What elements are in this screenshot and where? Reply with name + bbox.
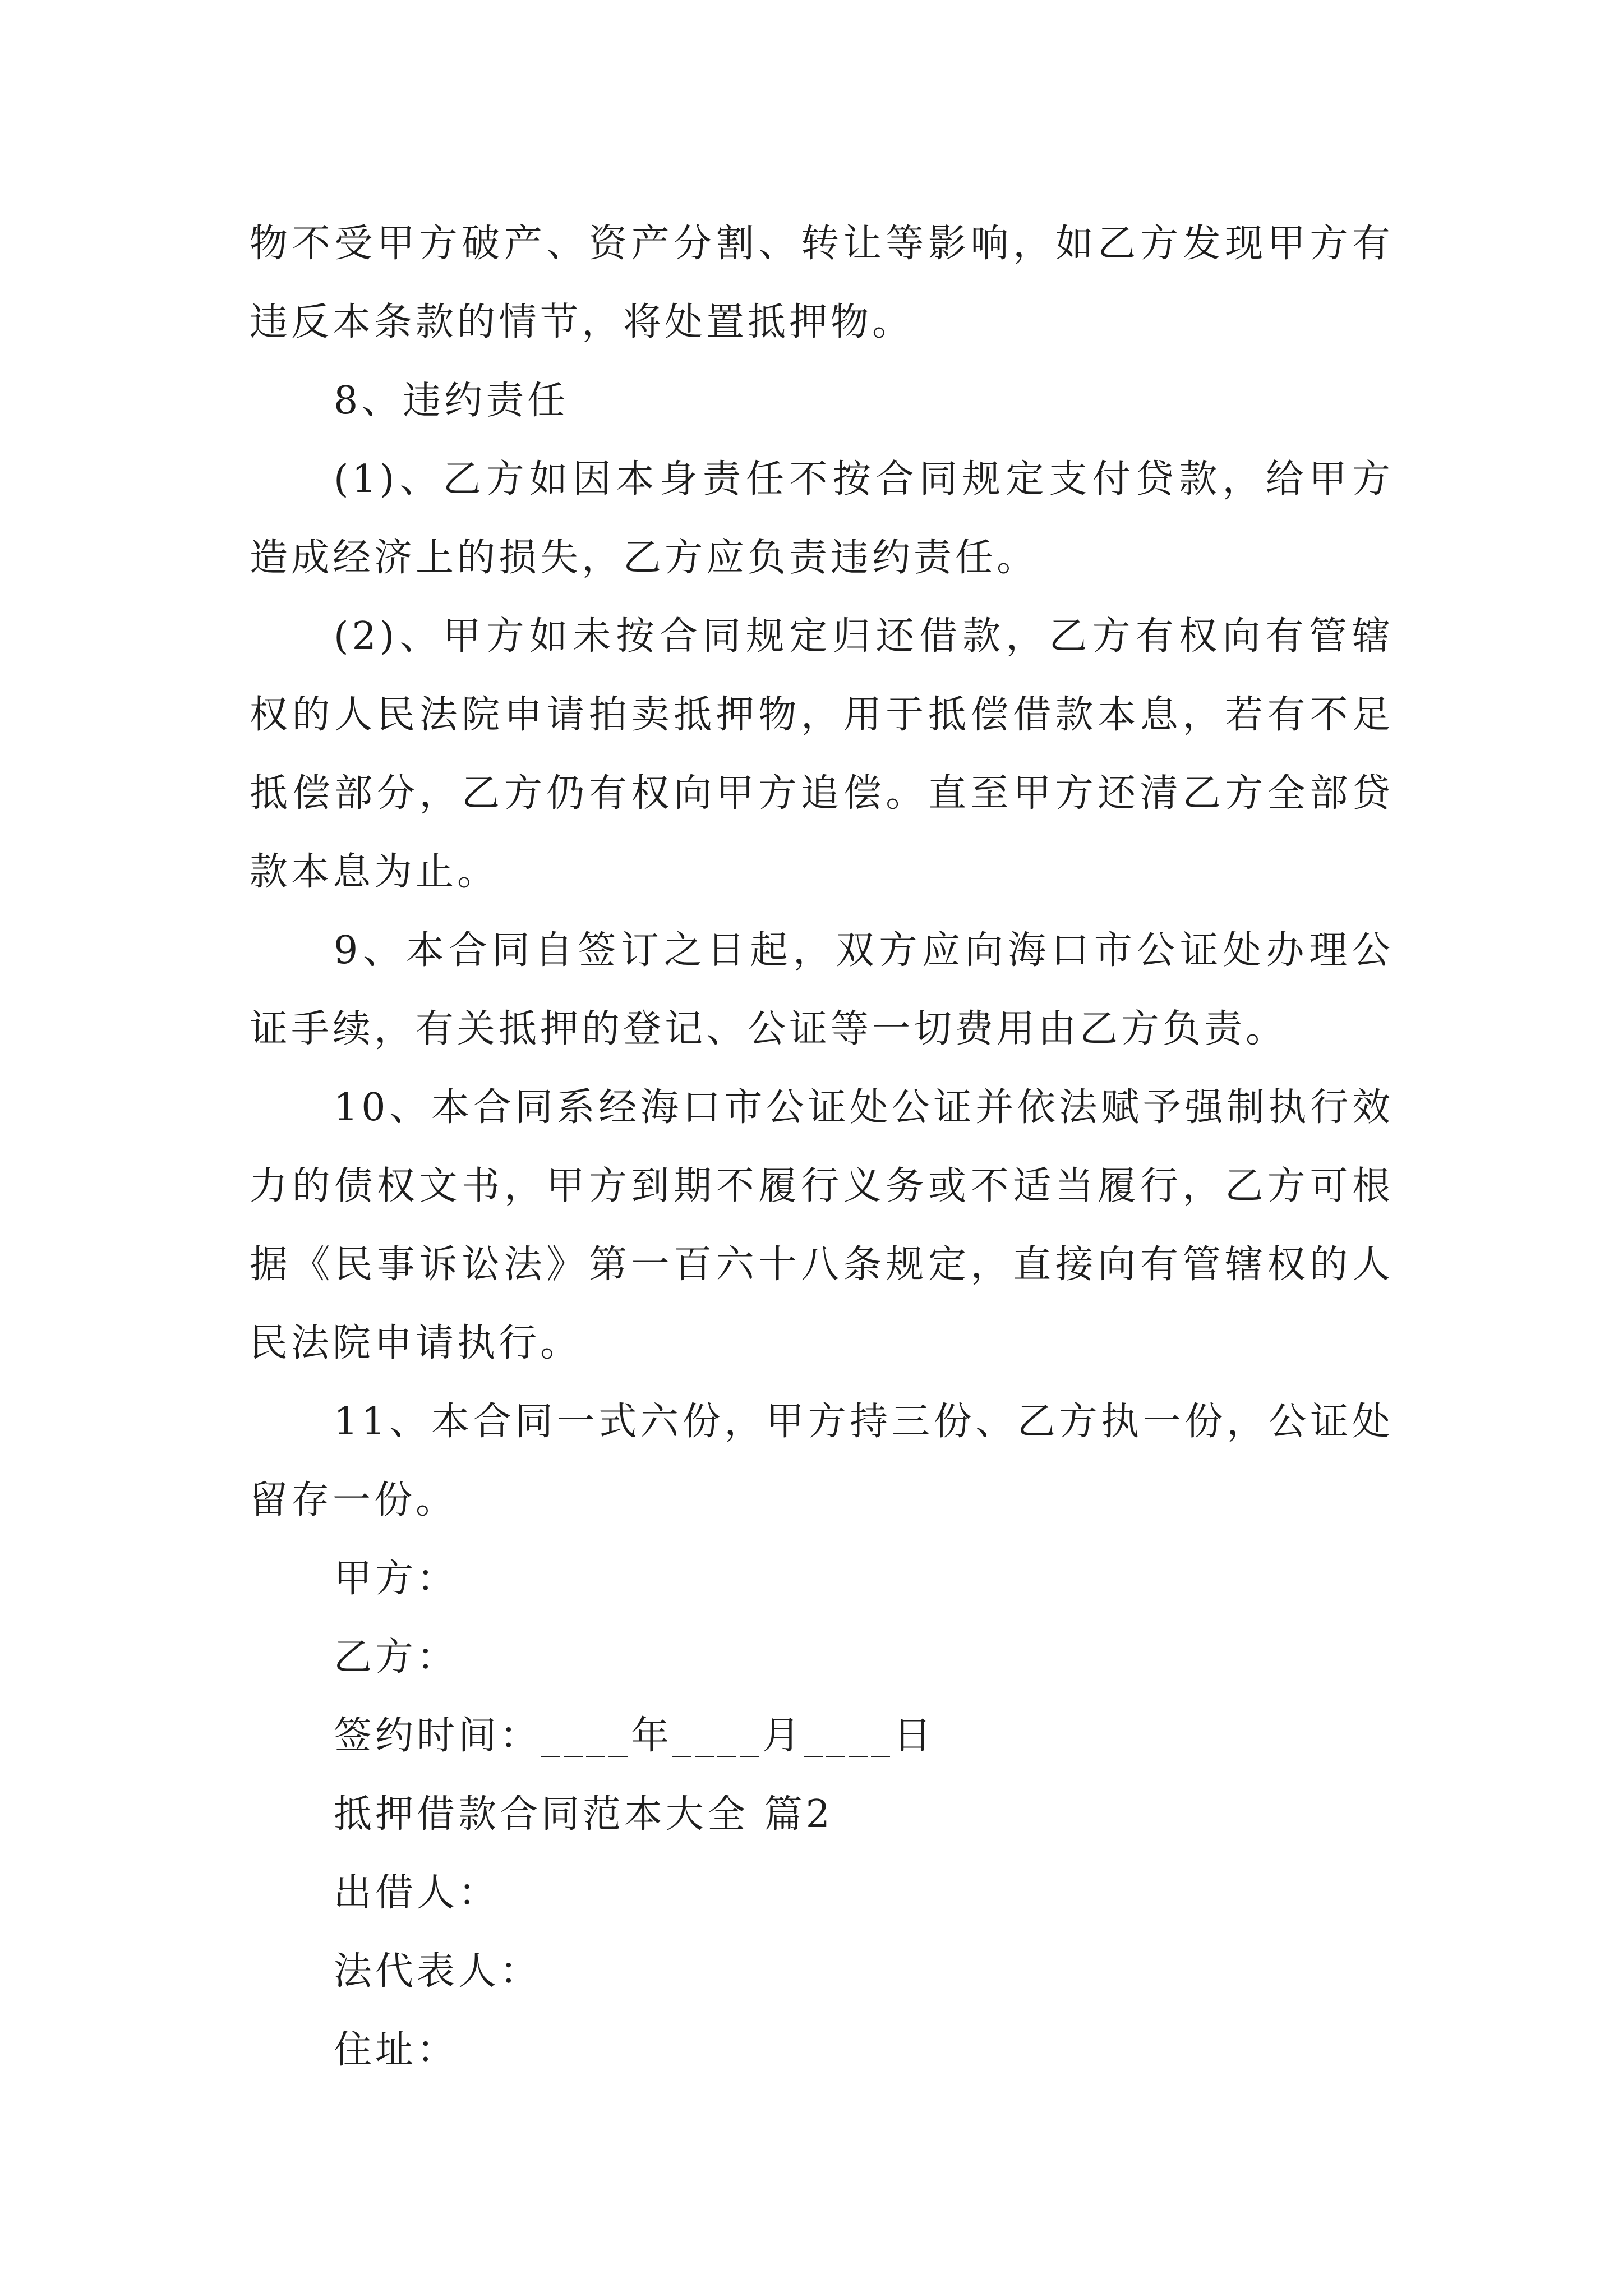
heading-breach-liability: 8、违约责任 — [334, 379, 569, 423]
party-b-signature-line: 乙方： — [334, 1635, 459, 1680]
address-line: 住址： — [334, 2028, 459, 2072]
document-body — [250, 205, 1394, 2090]
signing-date-line: 签约时间：____年____月____日 — [334, 1714, 935, 1758]
paragraph-clause-9: 9、本合同自签订之日起，双方应向海口市公证处办理公证手续，有关抵押的登记、公证等一切费用由乙方负责。 — [250, 928, 1394, 1051]
party-a-signature-line: 甲方： — [334, 1557, 459, 1601]
paragraph-breach-item-1: (1)、乙方如因本身责任不按合同规定支付贷款，给甲方造成经济上的损失，乙方应负责违约责任。 — [250, 457, 1394, 580]
paragraph-breach-item-2: (2)、甲方如未按合同规定归还借款，乙方有权向有管辖权的人民法院申请拍卖抵押物，用于抵偿借款本息，若有不足抵偿部分，乙方仍有权向甲方追偿。直至甲方还清乙方全部贷款本息为止。 — [250, 614, 1394, 894]
paragraph-clause-11: 11、本合同一式六份，甲方持三份、乙方执一份，公证处留存一份。 — [250, 1400, 1394, 1522]
paragraph-collateral-clause-continued: 物不受甲方破产、资产分割、转让等影响，如乙方发现甲方有违反本条款的情节，将处置抵押物。 — [250, 222, 1394, 344]
section-title-contract-2: 抵押借款合同范本大全 篇2 — [334, 1792, 833, 1837]
lender-line: 出借人： — [334, 1871, 500, 1915]
legal-representative-line: 法代表人： — [334, 1949, 542, 1994]
paragraph-clause-10: 10、本合同系经海口市公证处公证并依法赋予强制执行效力的债权文书，甲方到期不履行义务或不适当履行，乙方可根据《民事诉讼法》第一百六十八条规定，直接向有管辖权的人民法院申请执行。 — [250, 1085, 1394, 1365]
